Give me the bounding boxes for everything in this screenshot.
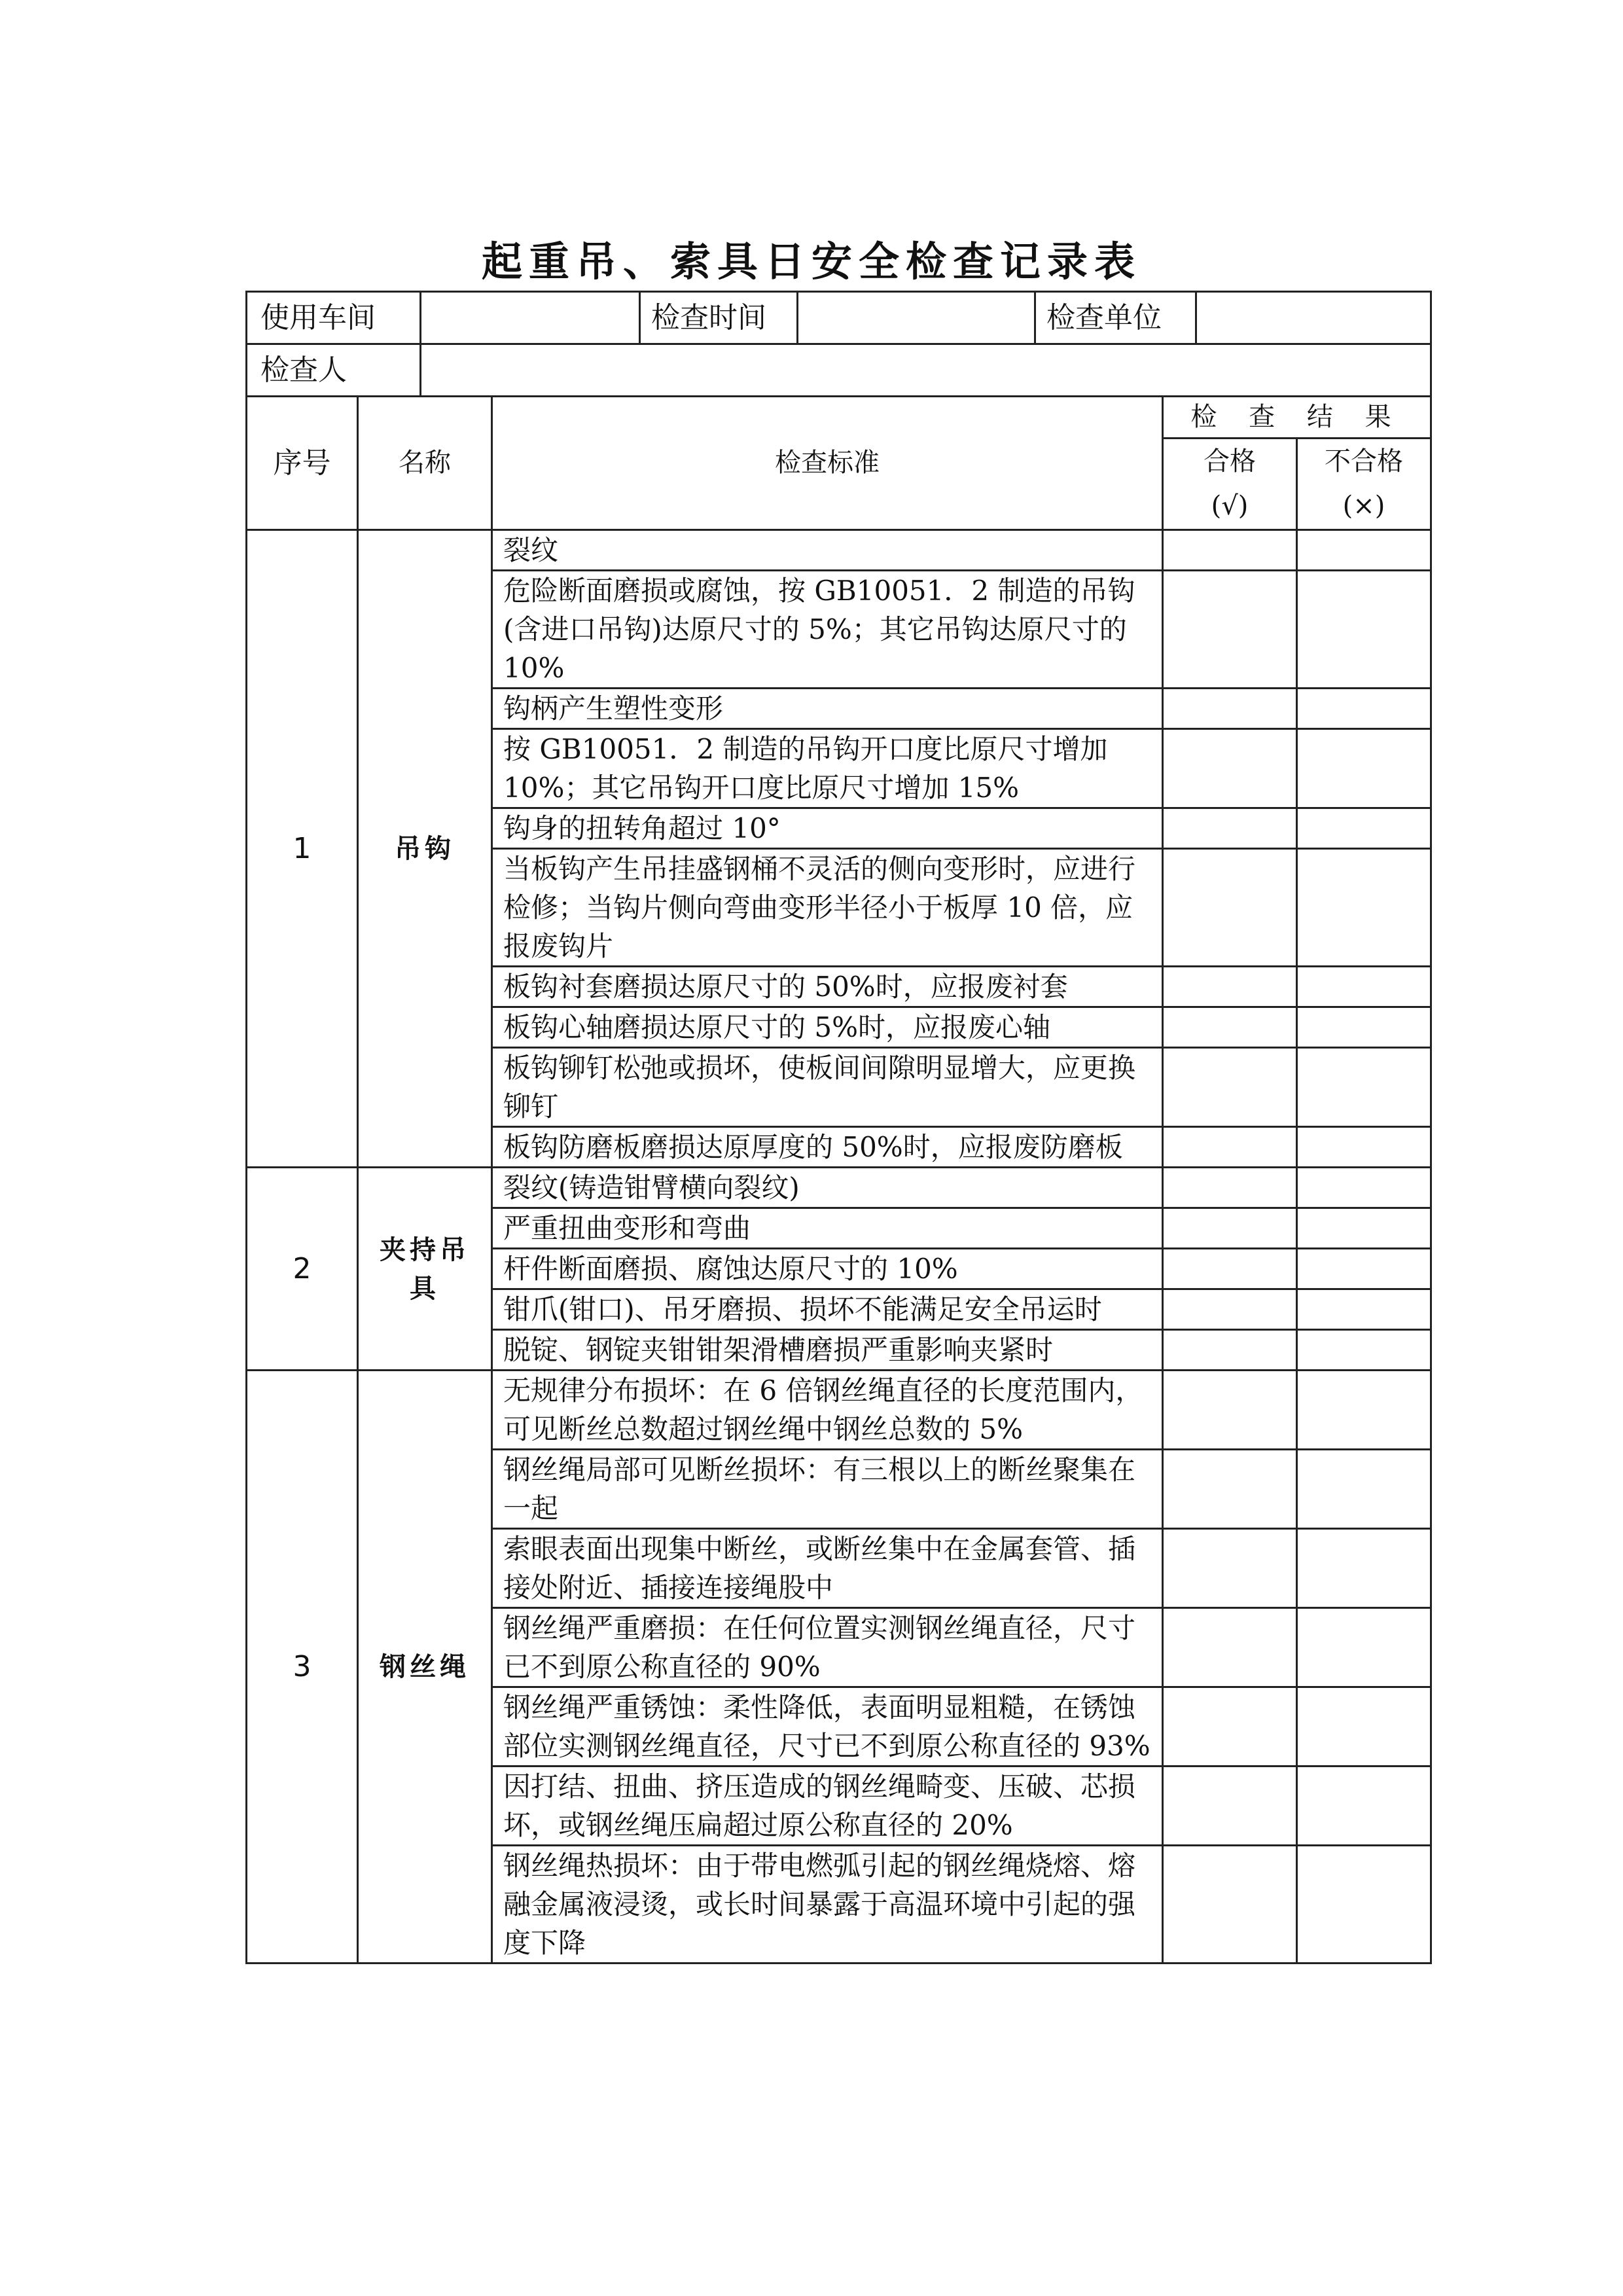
inspector-label: 检查人 — [247, 345, 421, 395]
fail-cell[interactable] — [1297, 849, 1431, 967]
fail-cell[interactable] — [1297, 1168, 1431, 1208]
pass-cell[interactable] — [1163, 571, 1297, 689]
criterion-text: 严重扭曲变形和弯曲 — [492, 1208, 1163, 1249]
fail-cell[interactable] — [1297, 571, 1431, 689]
pass-cell[interactable] — [1163, 1249, 1297, 1289]
header-standard: 检查标准 — [492, 397, 1163, 530]
criterion-text: 裂纹 — [492, 530, 1163, 571]
criterion-text: 危险断面磨损或腐蚀，按 GB10051．2 制造的吊钩(含进口吊钩)达原尺寸的 5%；其它吊钩达原尺寸的 10% — [492, 571, 1163, 689]
criterion-text: 钩柄产生塑性变形 — [492, 689, 1163, 729]
item-name: 吊钩 — [358, 530, 492, 1168]
criterion-text: 因打结、扭曲、挤压造成的钢丝绳畸变、压破、芯损坏，或钢丝绳压扁超过原公称直径的 20% — [492, 1767, 1163, 1846]
fail-cell[interactable] — [1297, 689, 1431, 729]
pass-cell[interactable] — [1163, 1846, 1297, 1964]
fail-cell[interactable] — [1297, 1127, 1431, 1168]
fail-cell[interactable] — [1297, 1450, 1431, 1529]
pass-cell[interactable] — [1163, 808, 1297, 849]
pass-cell[interactable] — [1163, 1330, 1297, 1371]
table-row — [247, 530, 1431, 571]
criterion-text: 索眼表面出现集中断丝，或断丝集中在金属套管、插接处附近、插接连接绳股中 — [492, 1529, 1163, 1608]
fail-cell[interactable] — [1297, 1529, 1431, 1608]
fail-cell[interactable] — [1297, 1249, 1431, 1289]
criterion-text: 钢丝绳局部可见断丝损坏：有三根以上的断丝聚集在一起 — [492, 1450, 1163, 1529]
header-pass: 合格 — [1163, 439, 1297, 484]
criterion-text: 钢丝绳严重磨损：在任何位置实测钢丝绳直径，尺寸已不到原公称直径的 90% — [492, 1608, 1163, 1687]
inspector-field[interactable] — [421, 345, 1430, 395]
table-row — [247, 1371, 1431, 1450]
pass-cell[interactable] — [1163, 1529, 1297, 1608]
fail-cell[interactable] — [1297, 729, 1431, 808]
fail-cell[interactable] — [1297, 1371, 1431, 1450]
header-fail-mark: (×) — [1297, 484, 1431, 530]
criterion-text: 板钩铆钉松弛或损坏，使板间间隙明显增大，应更换铆钉 — [492, 1048, 1163, 1127]
fail-cell[interactable] — [1297, 808, 1431, 849]
row-number: 3 — [247, 1371, 358, 1964]
check-time-label: 检查时间 — [641, 293, 798, 343]
pass-cell[interactable] — [1163, 530, 1297, 571]
criterion-text: 当板钩产生吊挂盛钢桶不灵活的侧向变形时，应进行检修；当钩片侧向弯曲变形半径小于板厚 10 倍，应报废钩片 — [492, 849, 1163, 967]
header-name: 名称 — [358, 397, 492, 530]
fail-cell[interactable] — [1297, 1608, 1431, 1687]
page-title: 起重吊、索具日安全检查记录表 — [481, 238, 1141, 285]
fail-cell[interactable] — [1297, 1687, 1431, 1767]
pass-cell[interactable] — [1163, 1608, 1297, 1687]
criterion-text: 板钩防磨板磨损达原厚度的 50%时，应报废防磨板 — [492, 1127, 1163, 1168]
pass-cell[interactable] — [1163, 967, 1297, 1007]
check-unit-label: 检查单位 — [1036, 293, 1197, 343]
fail-cell[interactable] — [1297, 1767, 1431, 1846]
fail-cell[interactable] — [1297, 1330, 1431, 1371]
fail-cell[interactable] — [1297, 530, 1431, 571]
inspection-table — [245, 291, 1432, 1964]
pass-cell[interactable] — [1163, 1048, 1297, 1127]
criterion-text: 钩身的扭转角超过 10° — [492, 808, 1163, 849]
fail-cell[interactable] — [1297, 1208, 1431, 1249]
check-time-field[interactable] — [798, 293, 1036, 343]
pass-cell[interactable] — [1163, 1127, 1297, 1168]
workshop-label: 使用车间 — [247, 293, 421, 343]
row-number: 1 — [247, 530, 358, 1168]
check-unit-field[interactable] — [1197, 293, 1430, 343]
pass-cell[interactable] — [1163, 1687, 1297, 1767]
criterion-text: 钢丝绳热损坏：由于带电燃弧引起的钢丝绳烧熔、熔融金属液浸烫，或长时间暴露于高温环境中引起的强度下降 — [492, 1846, 1163, 1964]
table-row — [247, 1168, 1431, 1208]
header-fail: 不合格 — [1297, 439, 1431, 484]
workshop-field[interactable] — [421, 293, 641, 343]
pass-cell[interactable] — [1163, 1168, 1297, 1208]
criterion-text: 按 GB10051．2 制造的吊钩开口度比原尺寸增加 10%；其它吊钩开口度比原尺寸增加 15% — [492, 729, 1163, 808]
criterion-text: 板钩衬套磨损达原尺寸的 50%时，应报废衬套 — [492, 967, 1163, 1007]
pass-cell[interactable] — [1163, 1208, 1297, 1249]
pass-cell[interactable] — [1163, 1450, 1297, 1529]
criterion-text: 钳爪(钳口)、吊牙磨损、损坏不能满足安全吊运时 — [492, 1289, 1163, 1330]
pass-cell[interactable] — [1163, 729, 1297, 808]
row-number: 2 — [247, 1168, 358, 1371]
pass-cell[interactable] — [1163, 689, 1297, 729]
fail-cell[interactable] — [1297, 967, 1431, 1007]
criterion-text: 无规律分布损坏：在 6 倍钢丝绳直径的长度范围内，可见断丝总数超过钢丝绳中钢丝总数的 5% — [492, 1371, 1163, 1450]
criterion-text: 板钩心轴磨损达原尺寸的 5%时，应报废心轴 — [492, 1007, 1163, 1048]
fail-cell[interactable] — [1297, 1048, 1431, 1127]
header-no: 序号 — [247, 397, 358, 530]
header-pass-mark: (√) — [1163, 484, 1297, 530]
pass-cell[interactable] — [1163, 849, 1297, 967]
criterion-text: 裂纹(铸造钳臂横向裂纹) — [492, 1168, 1163, 1208]
criterion-text: 脱锭、钢锭夹钳钳架滑槽磨损严重影响夹紧时 — [492, 1330, 1163, 1371]
item-name: 钢丝绳 — [358, 1371, 492, 1964]
criterion-text: 钢丝绳严重锈蚀：柔性降低，表面明显粗糙，在锈蚀部位实测钢丝绳直径，尺寸已不到原公称直径的 93% — [492, 1687, 1163, 1767]
fail-cell[interactable] — [1297, 1289, 1431, 1330]
fail-cell[interactable] — [1297, 1846, 1431, 1964]
pass-cell[interactable] — [1163, 1371, 1297, 1450]
fail-cell[interactable] — [1297, 1007, 1431, 1048]
item-name: 夹持吊具 — [358, 1168, 492, 1371]
header-result: 检 查 结 果 — [1163, 397, 1431, 439]
pass-cell[interactable] — [1163, 1007, 1297, 1048]
pass-cell[interactable] — [1163, 1767, 1297, 1846]
pass-cell[interactable] — [1163, 1289, 1297, 1330]
criterion-text: 杆件断面磨损、腐蚀达原尺寸的 10% — [492, 1249, 1163, 1289]
